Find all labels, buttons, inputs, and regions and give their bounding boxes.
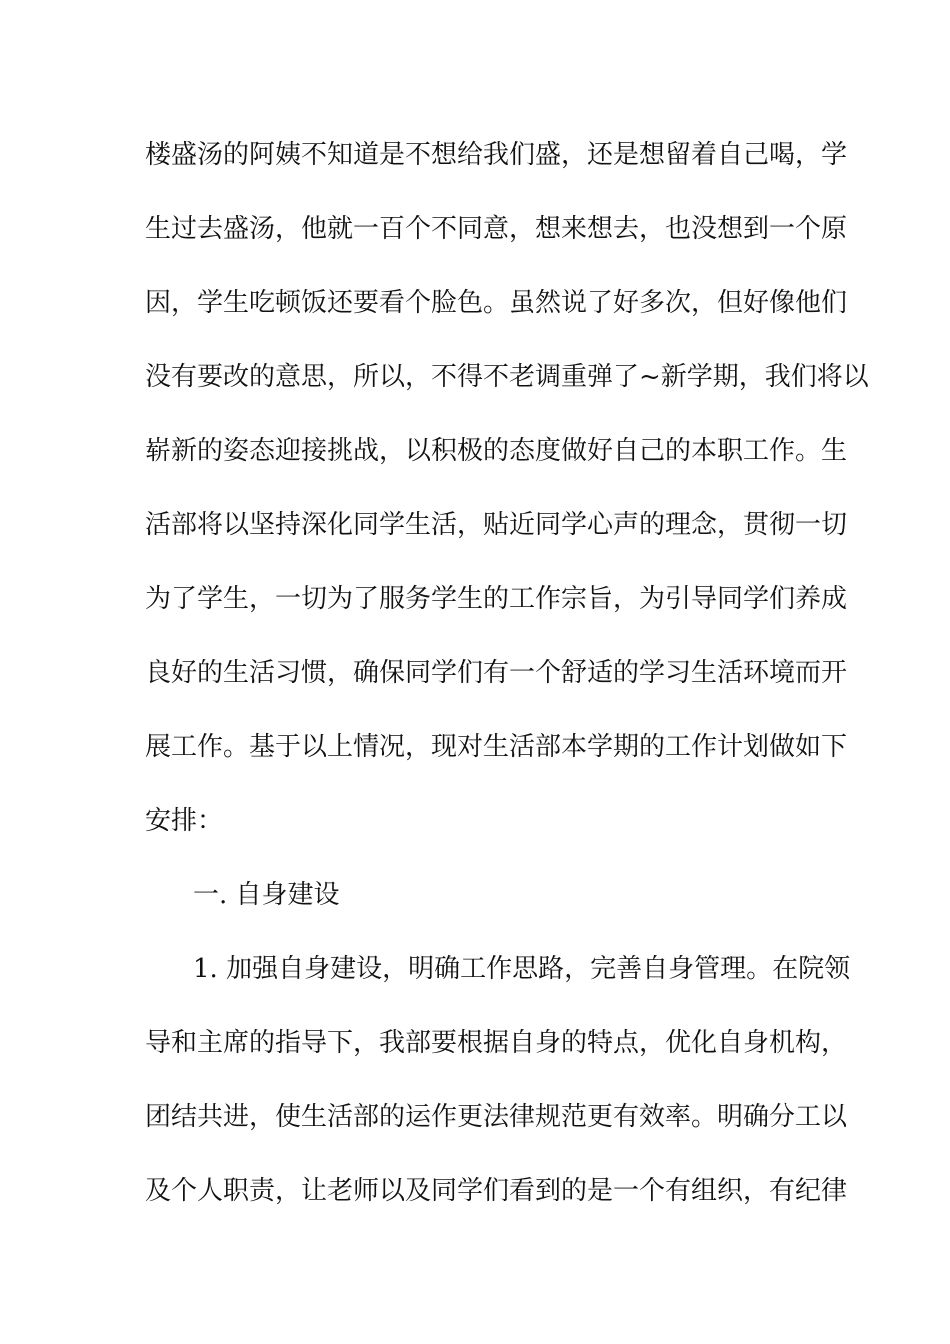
paragraph-line-end: 安排： <box>145 806 224 836</box>
paragraph-line: 崭新的姿态迎接挑战，以积极的态度做好自己的本职工作。生 <box>145 436 848 466</box>
paragraph-line: 因，学生吃顿饭还要看个脸色。虽然说了好多次，但好像他们 <box>145 288 848 318</box>
paragraph-line: 为了学生，一切为了服务学生的工作宗旨，为引导同学们养成 <box>145 584 848 614</box>
paragraph-line: 1. 加强自身建设，明确工作思路，完善自身管理。在院领 <box>193 954 851 984</box>
paragraph-line: 团结共进，使生活部的运作更法律规范更有效率。明确分工以 <box>145 1102 848 1132</box>
paragraph-line: 没有要改的意思，所以，不得不老调重弹了~新学期，我们将以 <box>145 362 869 392</box>
paragraph-line: 生过去盛汤，他就一百个不同意，想来想去，也没想到一个原 <box>145 214 848 244</box>
paragraph-line: 导和主席的指导下，我部要根据自身的特点，优化自身机构， <box>145 1028 848 1058</box>
paragraph-line: 及个人职责，让老师以及同学们看到的是一个有组织，有纪律 <box>145 1176 848 1206</box>
body-text <box>145 131 869 1241</box>
paragraph-line: 活部将以坚持深化同学生活，贴近同学心声的理念，贯彻一切 <box>145 510 848 540</box>
section-heading: 一. 自身建设 <box>193 880 340 910</box>
paragraph-line: 楼盛汤的阿姨不知道是不想给我们盛，还是想留着自己喝，学 <box>145 140 848 170</box>
paragraph-line: 良好的生活习惯，确保同学们有一个舒适的学习生活环境而开 <box>145 658 848 688</box>
paragraph-line: 展工作。基于以上情况，现对生活部本学期的工作计划做如下 <box>145 732 848 762</box>
